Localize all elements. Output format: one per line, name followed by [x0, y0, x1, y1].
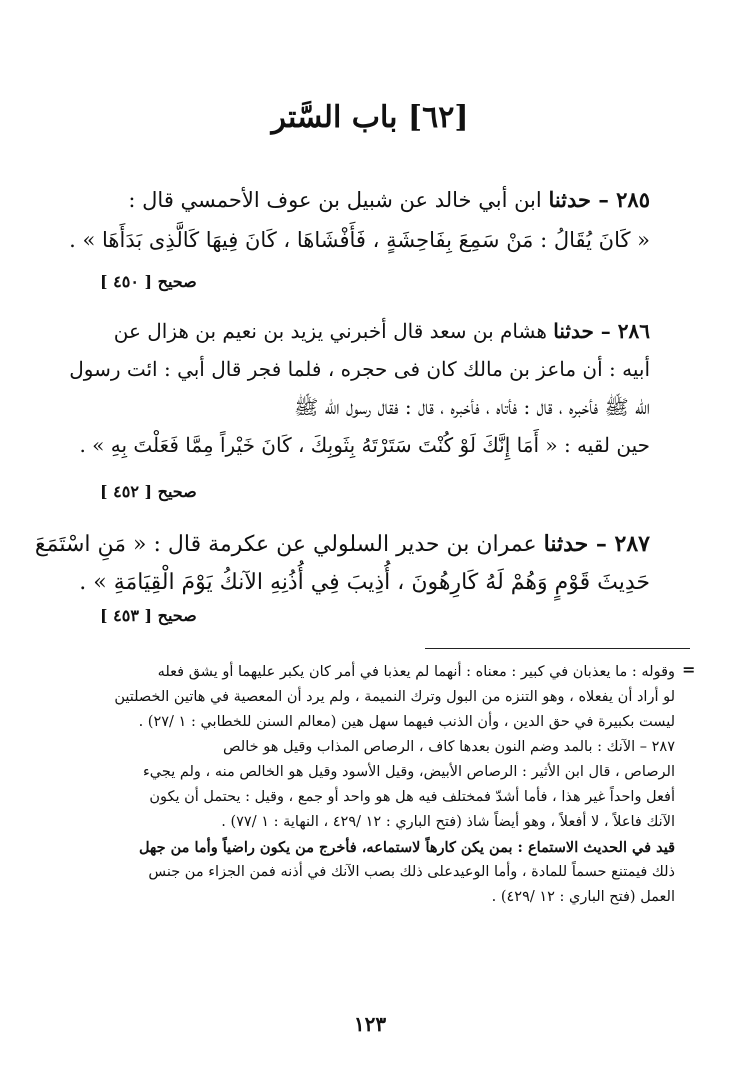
footnote-line: وقوله : ما يعذبان في كبير : معناه : أنهما لم يعذبا في أمر كان يكبر عليهما أو يشق فعله: [157, 664, 675, 680]
hadith-286-line-1: [90, 312, 650, 350]
hadith-287-number: ٢٨٧ – حدثنا: [543, 531, 650, 557]
chapter-title: [٦٢] باب السَّتر: [271, 100, 469, 135]
hadith-285-line-1: [90, 180, 650, 220]
hadith-287-text-1: عمران بن حدير السلولي عن عكرمة قال : « مَنِ اسْتَمَعَ: [34, 532, 537, 557]
hadith-285-line-2: « كَانَ يُقَالُ : مَنْ سَمِعَ بِفَاحِشَةٍ ، فَأَفْشَاهَا ، كَانَ فِيهَا كَالَّذِى بَدَأَهَا » .: [69, 228, 650, 252]
hadith-287-line-1: [34, 525, 650, 564]
footnote-line: قيد في الحديث الاستماع : بمن يكن كارهاً لاستماعه، فأخرج من يكون راضياً وأما من جهل: [138, 839, 675, 856]
hadith-286: [69, 312, 650, 464]
hadith-285-grade: صحيح [ ٤٥٠ ]: [100, 272, 197, 291]
footnote-line: العمل (فتح الباري : ١٢ /٤٢٩) .: [491, 889, 675, 905]
hadith-286-number: ٢٨٦ – حدثنا: [553, 319, 650, 343]
footnote-line: ذلك فيمتنع حسماً للمادة ، وأما الوعيدعلى ذلك بصب الآنك في أذنه فمن الجزاء من جنس: [148, 864, 675, 880]
hadith-286-line-2: أبيه : أن ماعز بن مالك كان فى حجره ، فلما فجر قال أبي : ائت رسول: [69, 357, 650, 381]
footnote-continuation-marker: =: [682, 660, 696, 679]
hadith-285-number: ٢٨٥ – حدثنا: [548, 187, 650, 212]
hadith-285-text-1: ابن أبي خالد عن شبيل بن عوف الأحمسي قال :: [128, 188, 542, 212]
hadith-286-text-1: هشام بن سعد قال أخبرني يزيد بن نعيم بن هزال عن: [113, 319, 547, 343]
hadith-285: [69, 180, 650, 260]
hadith-287: [34, 525, 650, 602]
footnote-line: الرصاص ، قال ابن الأثير : الرصاص الأبيض، وقيل الأسود وقيل هو الخالص منه ، ولم يجيء: [142, 764, 675, 780]
hadith-286-line-3: الله ﷺ فأخبره ، قال : فأتاه ، فأخبره ، قال : فقال رسول الله ﷺ: [294, 395, 650, 419]
footnote-line: أفعل واحداً غير هذا ، فأما أشدّ فمختلف فيه هل هو واحد أو جمع ، وقيل : يحتمل أن يكون: [149, 789, 675, 805]
hadith-287-grade: صحيح [ ٤٥٣ ]: [100, 606, 197, 625]
footnote-line: ٢٨٧ – الآنك : بالمد وضم النون بعدها كاف ، الرصاص المذاب وقيل هو خالص: [223, 739, 675, 755]
hadith-286-grade: صحيح [ ٤٥٢ ]: [100, 482, 197, 501]
footnote-line: الآنك فاعلاً ، لا أفعلاً ، وهو أيضاً شاذ (فتح الباري : ١٢ /٤٢٩ ، النهاية : ١ /٧٧) .: [221, 814, 675, 830]
footnote-line: ليست بكبيرة في حق الدين ، وأن الذنب فيهما سهل هين (معالم السنن للخطابي : ١ /٢٧) .: [138, 714, 675, 730]
page-number: ١٢٣: [353, 1012, 387, 1036]
footnotes: [90, 660, 675, 910]
footnote-divider: [425, 648, 690, 649]
footnote-line: لو أراد أن يفعلاه ، وهو التنزه من البول وترك النميمة ، ولم يرد أن المعصية في هاتين الخصلتين: [114, 689, 675, 705]
hadith-287-line-2: حَدِيثَ قَوْمٍ وَهُمْ لَهُ كَارِهُونَ ، أُذِيبَ فِي أُذُنِهِ الآنكُ يَوْمَ الْقِيَامَةِ » .: [79, 570, 650, 595]
hadith-286-line-4: حين لقيه : « أَمَا إِنَّكَ لَوْ كُنْتَ سَتَرْتَهُ بِثَوبِكَ ، كَانَ خَيْراً مِمَّا فَعَلْتَ بِهِ » .: [79, 433, 650, 457]
